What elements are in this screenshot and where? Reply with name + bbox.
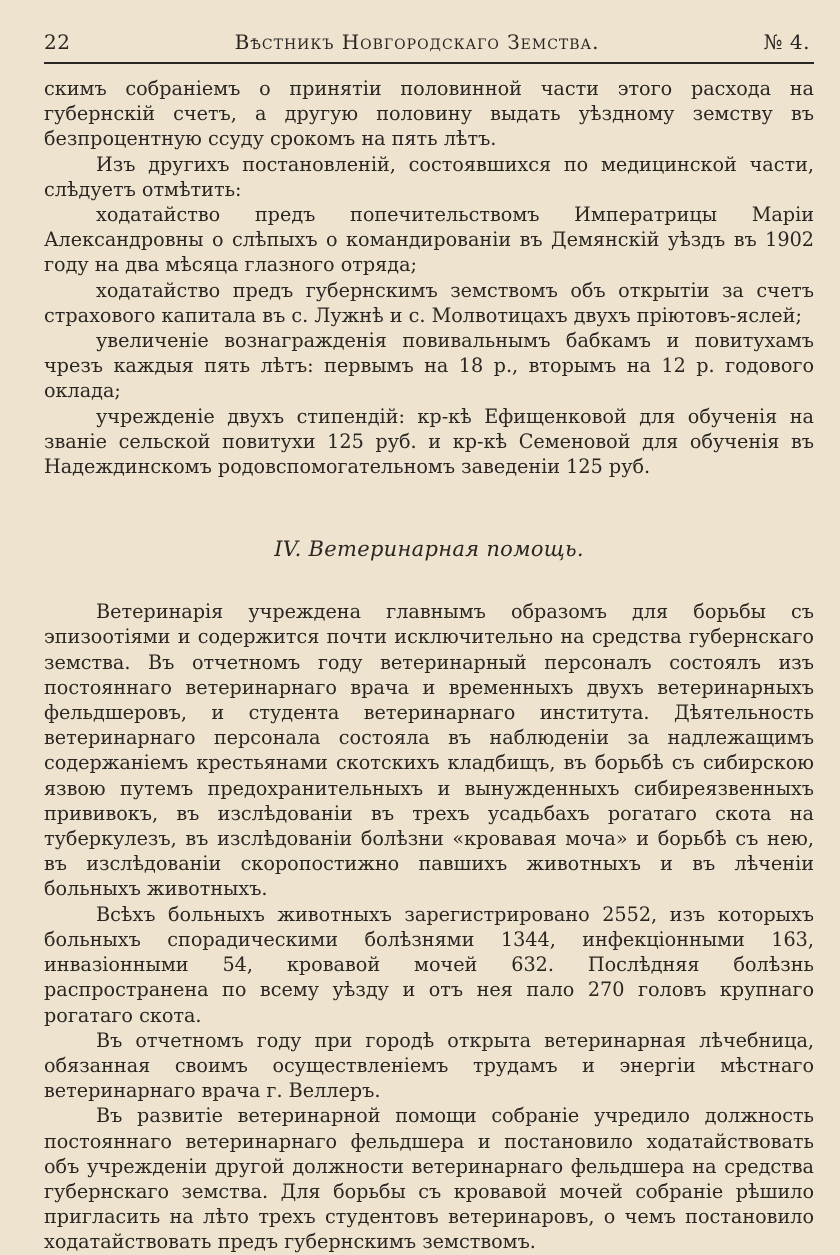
article-body-bottom (44, 599, 814, 1254)
list-item: учрежденіе двухъ стипендій: кр-кѣ Ефищенковой для обученія на званіе сельской повитухи 125 руб. и кр-кѣ Семеновой для обученія въ Надеждинскомъ родовспомогательномъ заведеніи 125 руб. (44, 404, 814, 479)
list-item: ходатайство предъ попечительствомъ Императрицы Маріи Александровны о слѣпыхъ о командированіи въ Демянскій уѣздъ въ 1902 году на два мѣсяца глазного отряда; (44, 203, 814, 277)
section-heading: IV. Ветеринарная помощь. (274, 537, 584, 562)
header-rule (44, 62, 814, 64)
paragraph: Въ развитіе ветеринарной помощи собраніе учредило должность постояннаго ветеринарнаго фельдшера и постановило ходатайствовать объ учрежденіи другой должности ветеринарнаго фельдшера на средства губернскаго земства. Для борьбы съ кровавой мочей собраніе рѣшило пригласить на лѣто трехъ студентовъ ветеринаровъ, о чемъ постановило ходатайствовать предъ губернскимъ земствомъ. (44, 1104, 814, 1254)
page-number: 22 (44, 30, 71, 54)
running-header (44, 30, 814, 54)
issue-number: № 4. (763, 30, 810, 54)
paragraph: скимъ собраніемъ о принятіи половинной части этого расхода на губернскій счетъ, а другую половину выдать уѣздному земству въ безпроцентную ссуду срокомъ на пять лѣтъ. (44, 77, 814, 151)
paragraph: Изъ другихъ постановленій, состоявшихся по медицинской части, слѣдуетъ отмѣтить: (44, 152, 814, 201)
list-item: ходатайство предъ губернскимъ земствомъ объ открытіи за счетъ страхового капитала въ с. Лужнѣ и с. Молвотицахъ двухъ пріютовъ-яслей; (44, 278, 814, 327)
article-body-top (44, 76, 814, 479)
journal-title: Вѣстникъ Новгородскаго Земства. (234, 30, 600, 54)
paragraph: Ветеринарія учреждена главнымъ образомъ для борьбы съ эпизоотіями и содержится почти исключительно на средства губернскаго земства. Въ отчетномъ году ветеринарный персоналъ состоялъ изъ постояннаго ветеринарнаго врача и временныхъ двухъ ветеринарныхъ фельдшеровъ, и студента ветеринарнаго института. Дѣятельность ветеринарнаго персонала состояла въ наблюденіи за надлежащимъ содержаніемъ крестьянами скотскихъ кладбищъ, въ борьбѣ съ сибирскою язвою путемъ предохранительныхъ и вынужденныхъ сибиреязвенныхъ прививокъ, въ изслѣдованіи въ трехъ усадьбахъ рогатаго скота на туберкулезъ, въ изслѣдованіи болѣзни «кровавая моча» и борьбѣ съ нею, въ изслѣдованіи скоропостижно павшихъ животныхъ и въ лѣченіи больныхъ животныхъ. (44, 600, 814, 901)
paragraph: Въ отчетномъ году при городѣ открыта ветеринарная лѣчебница, обязанная своимъ осуществленіемъ трудамъ и энергіи мѣстнаго ветеринарнаго врача г. Веллеръ. (44, 1028, 814, 1103)
list-item: увеличеніе вознагражденія повивальнымъ бабкамъ и повитухамъ чрезъ каждыя пять лѣтъ: первымъ на 18 р., вторымъ на 12 р. годового оклада; (44, 329, 814, 403)
paragraph: Всѣхъ больныхъ животныхъ зарегистрировано 2552, изъ которыхъ больныхъ спорадическими болѣзнями 1344, инфекціонными 163, инвазіонными 54, кровавой мочей 632. Послѣдняя болѣзнь распространена по всему уѣзду и отъ нея пало 270 головъ крупнаго рогатаго скота. (44, 902, 814, 1027)
